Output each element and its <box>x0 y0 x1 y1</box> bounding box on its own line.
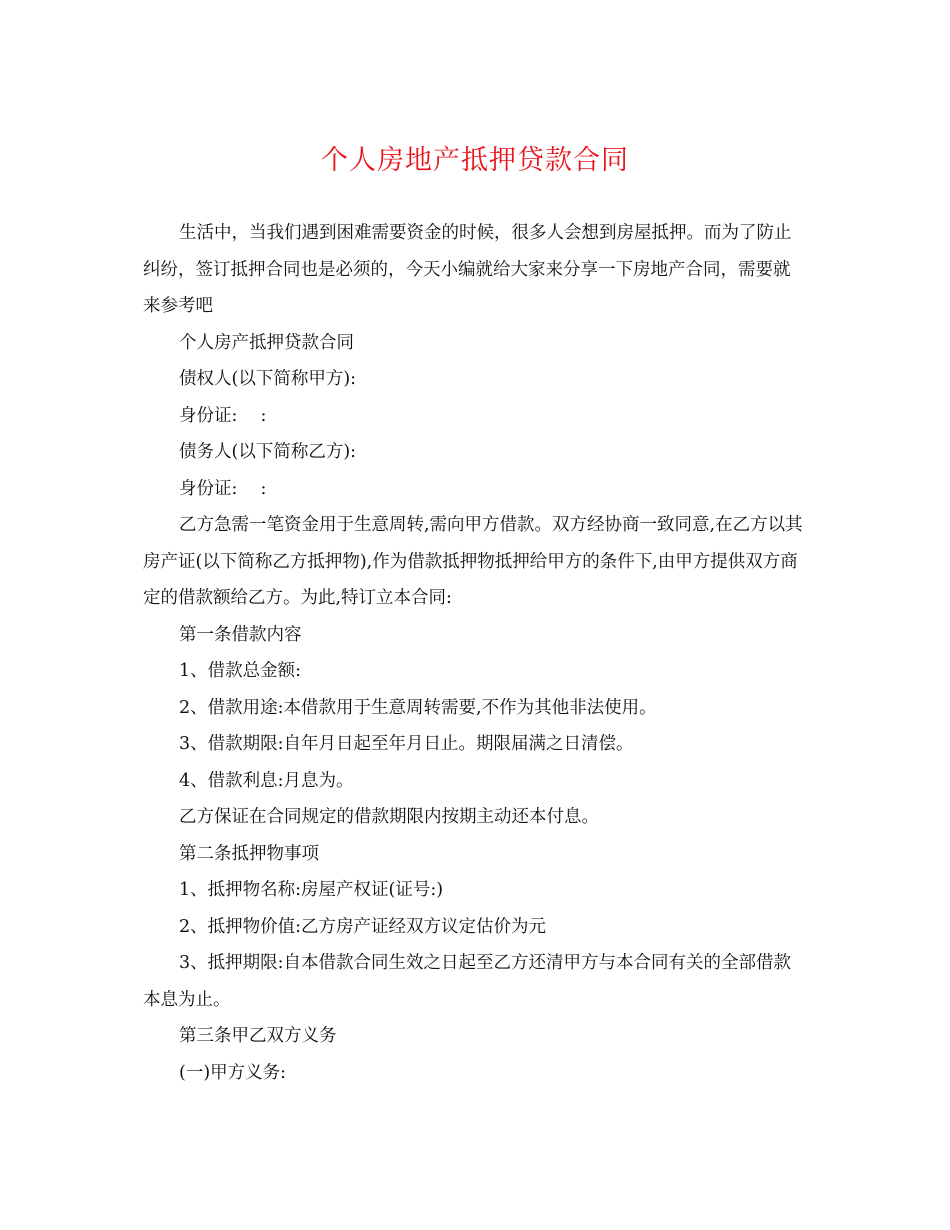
paragraph-preamble: 乙方急需一笔资金用于生意周转,需向甲方借款。双方经协商一致同意,在乙方以其房产证(以下简称乙方抵押物),作为借款抵押物抵押给甲方的条件下,由甲方提供双方商定的借款额给乙方。为此,特订立本合同: <box>143 515 803 608</box>
paragraph-article-1-item-1: 1、借款总金额: <box>179 661 302 681</box>
document-body <box>143 215 803 1091</box>
paragraph-article-1-item-3: 3、借款期限:自年月日起至年月日止。期限届满之日清偿。 <box>179 734 634 754</box>
paragraph-party-a-duties: (一)甲方义务: <box>179 1062 287 1083</box>
paragraph-article-1-heading: 第一条借款内容 <box>179 624 302 645</box>
paragraph-article-1-item-2: 2、借款用途:本借款用于生意周转需要,不作为其他非法使用。 <box>179 697 657 718</box>
paragraph-article-1-item-4: 4、借款利息:月息为。 <box>179 770 354 791</box>
paragraph-creditor: 债权人(以下简称甲方): <box>179 369 357 389</box>
paragraph-article-2-heading: 第二条抵押物事项 <box>179 843 319 864</box>
paragraph-intro: 生活中，当我们遇到困难需要资金的时候，很多人会想到房屋抵押。而为了防止纠纷，签订抵押合同也是必须的，今天小编就给大家来分享一下房地产合同，需要就来参考吧 <box>143 223 792 316</box>
paragraph-article-3-heading: 第三条甲乙双方义务 <box>179 1026 337 1046</box>
paragraph-article-2-item-3: 3、抵押期限:自本借款合同生效之日起至乙方还清甲方与本合同有关的全部借款本息为止。 <box>143 953 792 1010</box>
paragraph-repayment-guarantee: 乙方保证在合同规定的借款期限内按期主动还本付息。 <box>179 807 599 827</box>
document-title: 个人房地产抵押贷款合同 <box>321 145 629 176</box>
paragraph-creditor-id: 身份证: : <box>179 405 267 426</box>
paragraph-contract-name: 个人房产抵押贷款合同 <box>179 332 354 353</box>
paragraph-debtor: 债务人(以下简称乙方): <box>179 442 357 462</box>
paragraph-debtor-id: 身份证: : <box>179 478 267 499</box>
paragraph-article-2-item-1: 1、抵押物名称:房屋产权证(证号:) <box>179 880 444 900</box>
paragraph-article-2-item-2: 2、抵押物价值:乙方房产证经双方议定估价为元 <box>179 916 547 937</box>
